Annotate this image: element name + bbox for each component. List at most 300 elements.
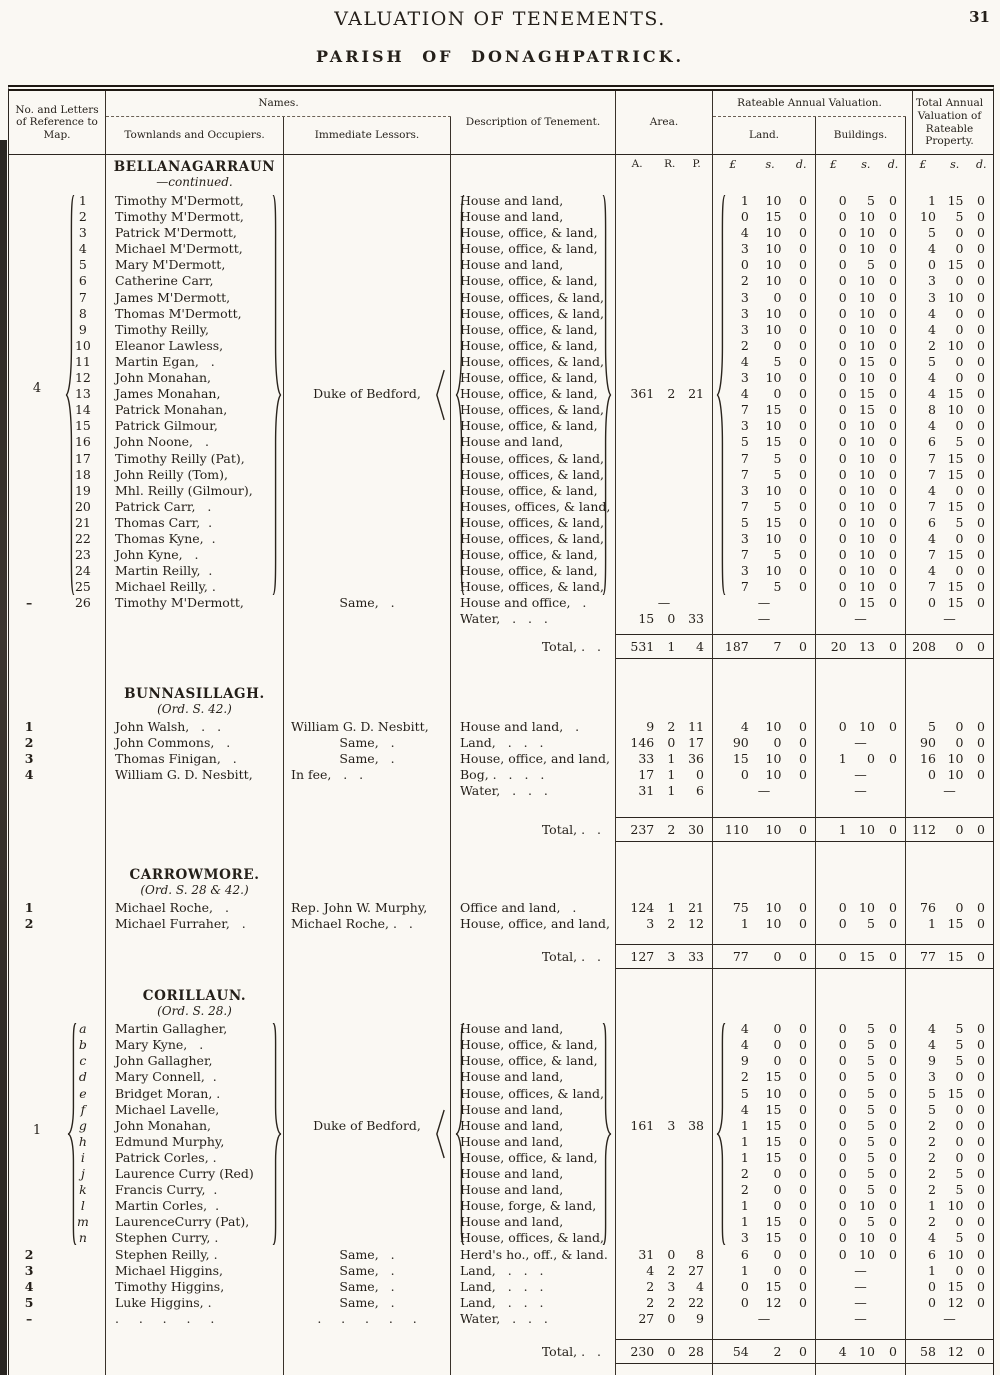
total-valuation-cell [906, 193, 993, 209]
table-row [9, 985, 993, 1021]
value-part: 2 [667, 1294, 676, 1310]
table-row [9, 273, 993, 289]
occupier-cell [106, 944, 284, 969]
value-part: 10 [859, 1246, 875, 1262]
occupier-cell [106, 932, 284, 944]
area-cell [616, 1102, 713, 1118]
value-part: 1 [927, 916, 936, 932]
lessor-cell: Same, . [284, 1279, 451, 1295]
value-part: 30 [688, 822, 704, 837]
land-valuation-cell [713, 418, 816, 434]
buildings-valuation-cell [816, 842, 906, 864]
value-triplet [713, 434, 815, 450]
table-row [9, 531, 993, 547]
value-part: 3 [740, 482, 749, 498]
value-part: 10 [859, 900, 875, 915]
value-part: 5 [867, 1149, 875, 1165]
value-part: 0 [889, 337, 897, 353]
area-cell [616, 842, 713, 864]
value-triplet [616, 158, 712, 170]
value-part: 5 [867, 916, 875, 932]
value-part: 10 [765, 273, 782, 289]
description-cell: House, office, & land, [451, 322, 616, 338]
lessor-cell [284, 257, 451, 273]
ref-cell [9, 579, 106, 595]
value-part: 5 [955, 1053, 964, 1069]
buildings-valuation-cell [816, 1150, 906, 1166]
value-triplet [616, 1263, 712, 1279]
description-cell: House, offices, & land, [451, 467, 616, 483]
value-part: 0 [773, 1037, 782, 1053]
value-part: 110 [724, 822, 749, 837]
value-part: 5 [867, 1069, 875, 1085]
value-triplet [816, 483, 905, 499]
area-cell [616, 799, 713, 817]
land-valuation-cell [713, 483, 816, 499]
value-triplet [906, 483, 993, 499]
value-triplet [816, 639, 905, 654]
total-valuation-cell [906, 1279, 993, 1295]
occupier-cell: Patrick Corles, . [106, 1150, 284, 1166]
ref-inner: 11 [74, 353, 91, 369]
land-valuation-cell [713, 817, 816, 842]
buildings-valuation-cell [816, 1134, 906, 1150]
total-valuation-cell [906, 611, 993, 627]
value-part: 0 [955, 370, 964, 386]
value-part: 0 [889, 370, 897, 386]
value-part: 0 [799, 1053, 807, 1069]
value-triplet [906, 158, 993, 171]
value-part: 2 [740, 1182, 749, 1198]
value-part: 10 [947, 402, 964, 418]
value-part: 0 [667, 1343, 676, 1359]
lessor-cell [284, 1214, 451, 1230]
area-cell [616, 1198, 713, 1214]
ref-cell [9, 1053, 106, 1069]
value-part: 0 [838, 579, 847, 595]
value-part: 21 [688, 900, 704, 915]
section-name: CORILLAUN. [142, 988, 247, 1005]
value-part: 0 [955, 1069, 964, 1085]
occupier-cell: Timothy Reilly (Pat), [106, 451, 284, 467]
value-part: 5 [740, 514, 749, 530]
value-triplet [713, 499, 815, 515]
lessor-cell [284, 547, 451, 563]
value-part: 15 [765, 514, 782, 530]
description-cell: House and office, . [451, 595, 616, 611]
value-part: 0 [977, 750, 985, 766]
ref-cell [9, 634, 106, 659]
value-triplet [713, 1263, 815, 1279]
buildings-valuation-cell [816, 1086, 906, 1102]
total-valuation-cell [906, 916, 993, 932]
value-part: 0 [799, 370, 807, 386]
value-part: 15 [947, 949, 964, 965]
area-cell [616, 595, 713, 611]
value-triplet [816, 916, 905, 932]
total-valuation-cell [906, 1166, 993, 1182]
value-triplet [713, 579, 815, 595]
land-valuation-cell [713, 799, 816, 817]
value-part: 15 [947, 466, 964, 482]
value-triplet [616, 916, 712, 932]
area-cell [616, 634, 713, 659]
description-cell: House and land, [451, 1118, 616, 1134]
buildings-valuation-cell [816, 985, 906, 1021]
land-valuation-cell [713, 579, 816, 595]
description-cell: House, office, and land, [451, 751, 616, 767]
value-part: 0 [955, 638, 964, 654]
value-triplet [713, 241, 815, 257]
table-row [9, 932, 993, 944]
land-valuation-cell [713, 634, 816, 659]
value-part: 0 [977, 1069, 985, 1085]
value-triplet [906, 290, 993, 306]
land-valuation-cell [713, 611, 816, 627]
value-triplet [906, 531, 993, 547]
description-cell: House, office, & land, [451, 225, 616, 241]
value-part: 54 [732, 1343, 749, 1359]
value-part: 0 [977, 434, 985, 450]
value-part: 15 [947, 595, 964, 611]
value-part: 0 [799, 482, 807, 498]
area-cell [616, 322, 713, 338]
value-part: 5 [773, 466, 782, 482]
occupier-cell: Martin Egan, . [106, 354, 284, 370]
value-part: 0 [799, 1117, 807, 1133]
ref-cell [9, 451, 106, 467]
table-row [9, 483, 993, 499]
value-part: 0 [773, 1021, 782, 1037]
value-part: 0 [838, 530, 847, 546]
description-cell: House and land, [451, 1102, 616, 1118]
value-part: 0 [889, 466, 897, 482]
area-cell [616, 563, 713, 579]
value-part: 0 [889, 289, 897, 305]
value-part: 10 [859, 273, 875, 289]
description-cell: House and land, [451, 1021, 616, 1037]
total-valuation-cell [906, 1150, 993, 1166]
land-valuation-cell [713, 547, 816, 563]
land-valuation-cell [713, 370, 816, 386]
value-triplet [713, 306, 815, 322]
value-triplet [906, 719, 993, 735]
value-part: 0 [838, 498, 847, 514]
value-part: 0 [889, 1133, 897, 1149]
value-part: 0 [799, 750, 807, 766]
land-valuation-cell [713, 467, 816, 483]
value-triplet [713, 370, 815, 386]
value-triplet [713, 900, 815, 916]
occupier-cell: James Monahan, [106, 386, 284, 402]
value-triplet [906, 1134, 993, 1150]
total-valuation-cell [906, 322, 993, 338]
dash-mark: — [854, 1294, 867, 1310]
ref-inner: 9 [78, 321, 87, 337]
area-cell [616, 817, 713, 842]
ref-cell [9, 944, 106, 969]
ref-cell [9, 1247, 106, 1263]
value-part: 0 [799, 718, 807, 734]
total-valuation-cell [906, 900, 993, 916]
buildings-valuation-cell [816, 1053, 906, 1069]
ref-cell [9, 434, 106, 450]
value-part: 3 [927, 289, 936, 305]
value-part: 0 [838, 949, 847, 965]
value-triplet [616, 949, 712, 964]
table-row [9, 1198, 993, 1214]
value-triplet [713, 1344, 815, 1359]
value-triplet [713, 1295, 815, 1311]
value-part: 0 [799, 1085, 807, 1101]
buildings-valuation-cell [816, 595, 906, 611]
ref-inner: 4 [78, 241, 87, 257]
ref-cell [9, 1118, 106, 1134]
value-part: 5 [867, 1037, 875, 1053]
land-valuation-cell [713, 944, 816, 969]
value-part: 12 [765, 1294, 782, 1310]
value-triplet [616, 822, 712, 837]
value-part: 0 [927, 1294, 936, 1310]
value-part: 0 [838, 273, 847, 289]
value-part: 10 [765, 370, 782, 386]
value-part: 0 [977, 1149, 985, 1165]
value-part: 5 [867, 1182, 875, 1198]
value-part: 12 [947, 1294, 964, 1310]
value-part: 3 [740, 563, 749, 579]
value-part: 0 [955, 1214, 964, 1230]
occupier-cell: John Noone, . [106, 434, 284, 450]
value-triplet [816, 209, 905, 225]
value-part: 0 [977, 498, 985, 514]
lessor-cell [284, 1086, 451, 1102]
area-cell [616, 306, 713, 322]
value-part: 0 [838, 337, 847, 353]
value-part: 0 [889, 1149, 897, 1165]
lessor-cell: Same, . [284, 1295, 451, 1311]
lessor-cell [284, 499, 451, 515]
value-part: 5 [773, 353, 782, 369]
value-part: 0 [838, 1133, 847, 1149]
value-part: 0 [799, 1198, 807, 1214]
value-triplet [816, 1134, 905, 1150]
value-part: 0 [977, 305, 985, 321]
value-part: 10 [947, 1246, 964, 1262]
header-area: Area. [616, 91, 713, 154]
value-part: 0 [799, 530, 807, 546]
value-part: 0 [838, 595, 847, 611]
lessor-cell [284, 155, 451, 193]
ref-cell [9, 1198, 106, 1214]
value-part: 4 [927, 305, 936, 321]
area-cell [616, 1247, 713, 1263]
value-part: 4 [927, 386, 936, 402]
description-cell: Water, . . . [451, 1311, 616, 1327]
value-part: 15 [947, 450, 964, 466]
value-part: 15 [765, 209, 782, 225]
value-part: 0 [838, 370, 847, 386]
value-part: 0 [977, 547, 985, 563]
lessor-cell [284, 1069, 451, 1085]
lessor-cell [284, 1037, 451, 1053]
buildings-valuation-cell [816, 193, 906, 209]
value-part: 27 [688, 1262, 704, 1278]
lessor-cell [284, 531, 451, 547]
ref-inner: 1 [78, 193, 87, 208]
value-triplet [906, 595, 993, 611]
value-part: 3 [667, 1278, 676, 1294]
value-part: 4 [927, 1021, 936, 1037]
ref-cell [9, 1021, 106, 1037]
description-cell: House, offices, & land, [451, 579, 616, 595]
section-title [106, 686, 283, 716]
page-gutter-shadow [0, 140, 7, 1375]
buildings-valuation-cell [816, 1166, 906, 1182]
buildings-valuation-cell [816, 1118, 906, 1134]
area-cell [616, 916, 713, 932]
ref-inner: f [80, 1101, 86, 1117]
value-part: 2 [740, 337, 749, 353]
value-triplet [906, 1069, 993, 1085]
occupier-cell: Bridget Moran, . [106, 1086, 284, 1102]
value-part: 4 [740, 225, 749, 241]
occupier-cell: William G. D. Nesbitt, [106, 767, 284, 783]
lessor-cell [284, 515, 451, 531]
value-part: 0 [799, 418, 807, 434]
occupier-cell: . . . . . [106, 1311, 284, 1327]
value-part: 10 [765, 482, 782, 498]
value-part: 5 [867, 1117, 875, 1133]
value-triplet [816, 1069, 905, 1085]
value-triplet [816, 515, 905, 531]
value-part: 2 [740, 1069, 749, 1085]
value-part: 4 [927, 482, 936, 498]
area-cell [616, 1053, 713, 1069]
occupier-cell: Michael Reilly, . [106, 579, 284, 595]
value-part: 90 [920, 734, 936, 750]
lessor-cell [284, 683, 451, 719]
value-part: 0 [955, 1117, 964, 1133]
value-part: 36 [688, 750, 704, 766]
table-row [9, 354, 993, 370]
value-part: 0 [955, 734, 964, 750]
value-part: 0 [977, 916, 985, 932]
value-part: 0 [977, 638, 985, 654]
land-valuation-cell [713, 1086, 816, 1102]
value-part: 10 [765, 750, 782, 766]
value-part: 3 [740, 418, 749, 434]
dash-mark: — [943, 1310, 956, 1326]
land-valuation-cell [713, 306, 816, 322]
value-part: 0 [955, 900, 964, 915]
value-part: 7 [927, 450, 936, 466]
ref-inner: 23 [74, 547, 91, 563]
value-part: 0 [977, 418, 985, 434]
value-part: 0 [977, 900, 985, 915]
value-part: 5 [867, 257, 875, 273]
value-part: 0 [977, 1133, 985, 1149]
total-valuation-cell [906, 579, 993, 595]
table-row [9, 547, 993, 563]
value-part: 0 [977, 450, 985, 466]
value-part: 0 [838, 241, 847, 257]
value-part: 0 [889, 193, 897, 208]
value-triplet [616, 639, 712, 654]
occupier-cell: Michael Furraher, . [106, 916, 284, 932]
occupier-cell: Thomas Kyne, . [106, 531, 284, 547]
value-triplet [906, 1037, 993, 1053]
value-part: 9 [646, 718, 655, 734]
parish-title: PARISH OF DONAGHPATRICK. [315, 47, 685, 66]
value-part: 0 [838, 916, 847, 932]
total-valuation-cell [906, 547, 993, 563]
value-part: 230 [630, 1343, 655, 1359]
buildings-valuation-cell [816, 932, 906, 944]
description-cell [451, 155, 616, 193]
value-part: 10 [765, 418, 782, 434]
lessor-cell [284, 1134, 451, 1150]
ref-cell [9, 257, 106, 273]
value-part: 1 [667, 638, 676, 654]
table-row [9, 1311, 993, 1327]
land-valuation-cell [713, 1150, 816, 1166]
value-part: 4 [927, 241, 936, 257]
table-row [9, 402, 993, 418]
total-valuation-cell [906, 241, 993, 257]
land-valuation-cell [713, 932, 816, 944]
value-part: 0 [977, 530, 985, 546]
value-part: 77 [732, 949, 749, 965]
value-triplet [713, 418, 815, 434]
value-part: 0 [799, 1214, 807, 1230]
ref-cell [9, 1263, 106, 1279]
value-part: 15 [859, 402, 875, 418]
area-cell [616, 932, 713, 944]
area-cell [616, 1069, 713, 1085]
value-part: 0 [977, 1343, 985, 1359]
value-part: 4 [740, 1021, 749, 1037]
value-part: 0 [977, 225, 985, 241]
ref-inner: 2 [78, 209, 87, 225]
value-part: 10 [947, 337, 964, 353]
lessor-cell [284, 451, 451, 467]
value-part: 13 [859, 638, 875, 654]
value-part: 1 [740, 1214, 749, 1230]
value-part: 3 [740, 321, 749, 337]
land-valuation-cell [713, 1364, 816, 1375]
ref-inner: h [78, 1133, 87, 1149]
value-part: 10 [947, 1198, 964, 1214]
value-part: 0 [977, 718, 985, 734]
value-triplet [713, 1230, 815, 1246]
ref-cell [9, 155, 106, 193]
table-row [9, 735, 993, 751]
buildings-valuation-cell [816, 719, 906, 735]
value-part: 0 [889, 1343, 897, 1359]
occupier-cell: Timothy Higgins, [106, 1279, 284, 1295]
ref-outer: 1 [24, 718, 34, 734]
value-part: 0 [927, 257, 936, 273]
value-part: 0 [799, 1069, 807, 1085]
table-row [9, 451, 993, 467]
value-part: 0 [955, 241, 964, 257]
value-part: 0 [955, 1149, 964, 1165]
occupier-cell [106, 799, 284, 817]
area-cell [616, 1311, 713, 1327]
total-valuation-cell [906, 751, 993, 767]
value-part: 7 [773, 638, 782, 654]
value-part: 4 [927, 321, 936, 337]
